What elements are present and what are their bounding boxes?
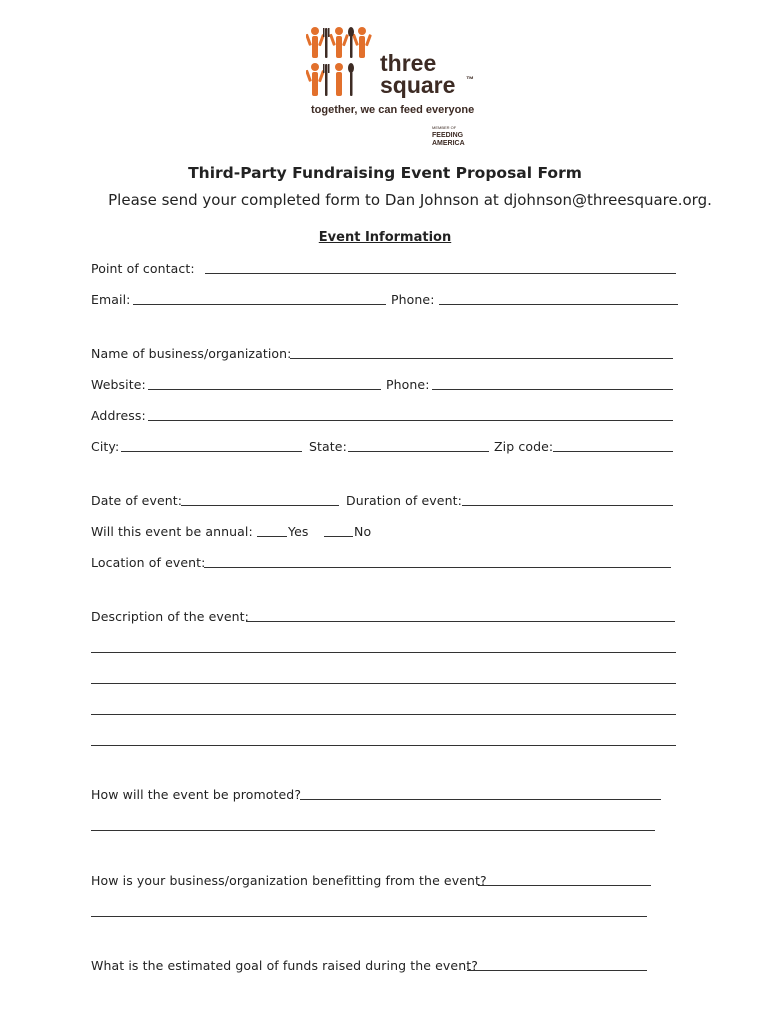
website-label: Website: bbox=[91, 377, 146, 392]
duration-field[interactable] bbox=[462, 505, 673, 506]
brand-name-line2: square bbox=[380, 72, 456, 98]
duration-label: Duration of event: bbox=[346, 493, 462, 508]
partner-name-line1: FEEDING bbox=[432, 132, 464, 139]
annual-yes-blank[interactable] bbox=[257, 536, 287, 537]
people-icon bbox=[306, 26, 376, 98]
description-field-line1[interactable] bbox=[246, 621, 675, 622]
benefitting-label: How is your business/organization benefitting from the event? bbox=[91, 873, 487, 888]
phone-field[interactable] bbox=[439, 304, 678, 305]
annual-label: Will this event be annual: bbox=[91, 524, 253, 539]
description-label: Description of the event: bbox=[91, 609, 249, 624]
promoted-label: How will the event be promoted? bbox=[91, 787, 302, 802]
date-label: Date of event: bbox=[91, 493, 183, 508]
city-field[interactable] bbox=[121, 451, 302, 452]
business-name-field[interactable] bbox=[290, 358, 673, 359]
promoted-field-line2[interactable] bbox=[91, 830, 655, 831]
partner-name-line2: AMERICA bbox=[432, 140, 465, 147]
zip-field[interactable] bbox=[553, 451, 673, 452]
city-label: City: bbox=[91, 439, 120, 454]
goal-field[interactable] bbox=[467, 970, 647, 971]
annual-no-blank[interactable] bbox=[324, 536, 353, 537]
form-title: Third-Party Fundraising Event Proposal Form bbox=[188, 164, 582, 182]
annual-yes-label: Yes bbox=[288, 524, 309, 539]
state-label: State: bbox=[309, 439, 347, 454]
form-subtitle: Please send your completed form to Dan Johnson at djohnson@threesquare.org. bbox=[108, 191, 712, 209]
email-label: Email: bbox=[91, 292, 131, 307]
phone2-label: Phone: bbox=[386, 377, 430, 392]
description-field-line5[interactable] bbox=[91, 745, 676, 746]
date-field[interactable] bbox=[181, 505, 339, 506]
benefitting-field-line1[interactable] bbox=[478, 885, 651, 886]
goal-label: What is the estimated goal of funds raised during the event? bbox=[91, 958, 478, 973]
promoted-field-line1[interactable] bbox=[300, 799, 661, 800]
trademark-symbol: ™ bbox=[466, 75, 474, 84]
state-field[interactable] bbox=[348, 451, 489, 452]
brand-name-line1: three bbox=[380, 50, 437, 76]
location-label: Location of event: bbox=[91, 555, 206, 570]
benefitting-field-line2[interactable] bbox=[91, 916, 647, 917]
feeding-america-logo bbox=[432, 126, 482, 150]
description-field-line3[interactable] bbox=[91, 683, 676, 684]
email-field[interactable] bbox=[133, 304, 386, 305]
partner-prefix: MEMBER OF bbox=[432, 125, 457, 130]
annual-no-label: No bbox=[354, 524, 372, 539]
logo-tagline: together, we can feed everyone bbox=[311, 104, 475, 116]
description-field-line4[interactable] bbox=[91, 714, 676, 715]
location-field[interactable] bbox=[204, 567, 671, 568]
description-field-line2[interactable] bbox=[91, 652, 676, 653]
zip-label: Zip code: bbox=[494, 439, 554, 454]
phone2-field[interactable] bbox=[432, 389, 673, 390]
address-field[interactable] bbox=[148, 420, 673, 421]
address-label: Address: bbox=[91, 408, 146, 423]
point-of-contact-field[interactable] bbox=[205, 273, 676, 274]
point-of-contact-label: Point of contact: bbox=[91, 261, 195, 276]
phone-label: Phone: bbox=[391, 292, 435, 307]
website-field[interactable] bbox=[148, 389, 381, 390]
three-square-logo bbox=[300, 22, 500, 122]
section-title: Event Information bbox=[318, 230, 452, 245]
business-name-label: Name of business/organization: bbox=[91, 346, 292, 361]
